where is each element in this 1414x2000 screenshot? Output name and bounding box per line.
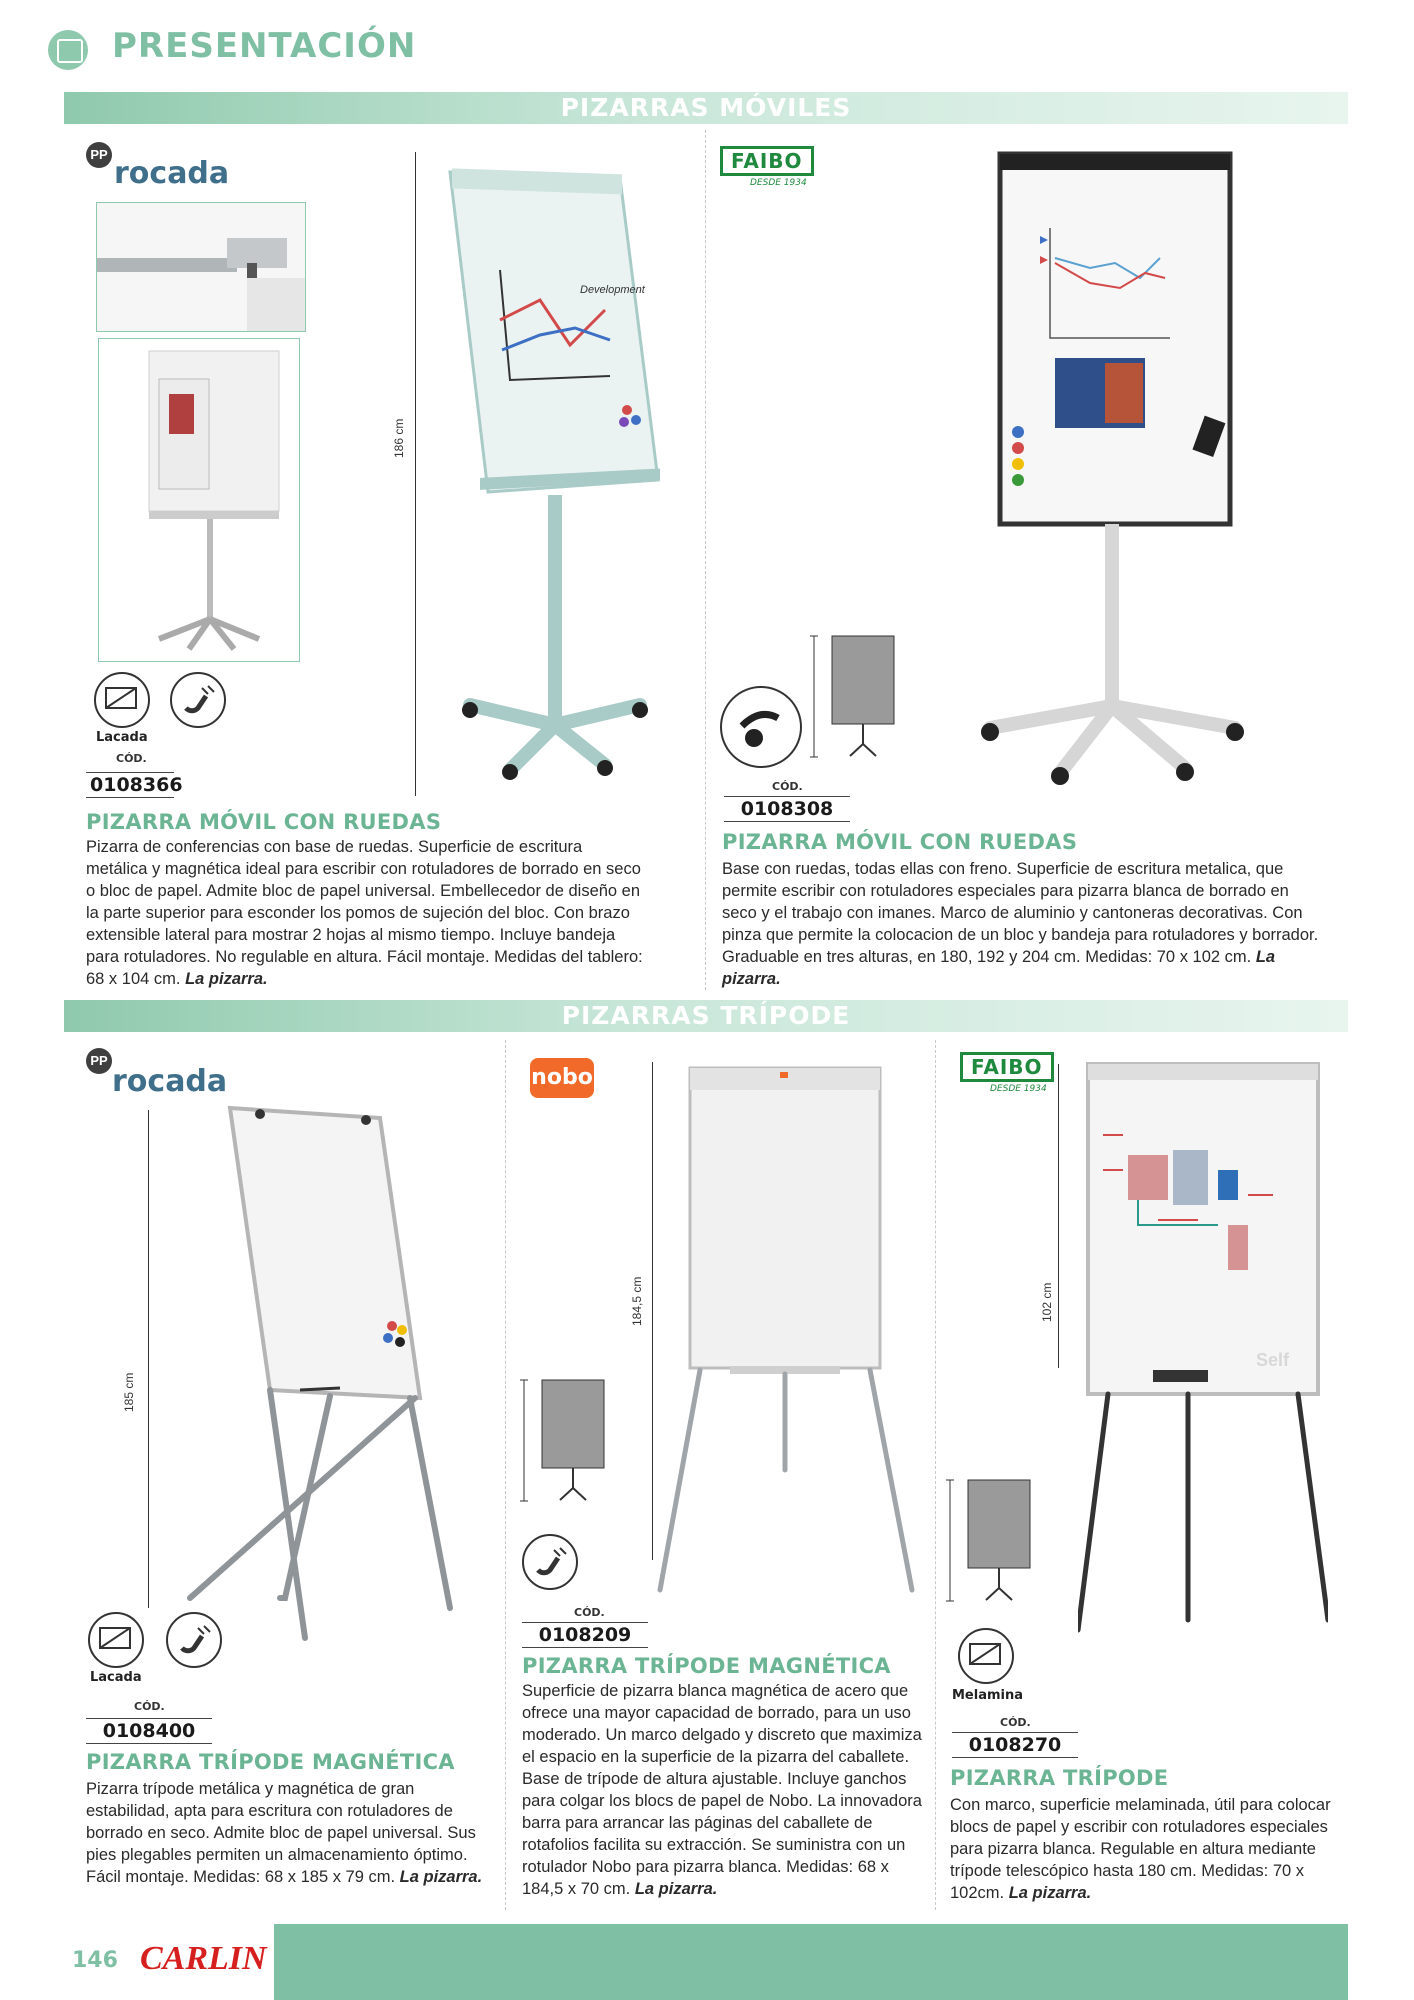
height-label: 185 cm [122, 1372, 136, 1412]
detail-photo [96, 202, 306, 332]
stand-label: Self [1256, 1350, 1290, 1370]
faibo-mark: FAIBO [720, 146, 814, 176]
page-number: 146 [72, 1948, 118, 1973]
brand-logo-nobo: nobo [530, 1058, 594, 1098]
wheel-brake-icon [720, 686, 802, 768]
section-icon [48, 30, 88, 70]
faibo-mark: FAIBO [960, 1052, 1054, 1082]
cod-label: CÓD. [116, 752, 147, 765]
cod-label: CÓD. [574, 1606, 605, 1619]
size-diagram-icon [946, 1476, 1036, 1606]
height-dimension-line [1058, 1064, 1059, 1368]
unit-text: La pizarra. [722, 948, 1276, 988]
column-divider [935, 1040, 936, 1910]
unit-text: La pizarra. [399, 1868, 483, 1886]
description-text: Pizarra de conferencias con base de ruedas. Superficie de escritura metálica y magnética ideal para escribir con rotuladores de borrado en seco o bloc de papel. Admite bloc de papel universal. Embellecedor de diseño en la parte superior para esconder los pomos de sujeción del bloc. Con brazo extensible lateral para mostrar 2 hojas al mismo tiempo. Incluye bandeja para rotuladores. No regulable en altura. Fácil montaje. Medidas del tablero: 68 x 104 cm. [86, 838, 643, 988]
cod-label: CÓD. [1000, 1716, 1031, 1729]
ppf-logo-icon: PP [86, 1048, 112, 1074]
unit-text: La pizarra. [634, 1880, 718, 1898]
size-diagram-icon [520, 1376, 610, 1506]
product-description [522, 1680, 922, 1900]
magnetic-icon [170, 672, 226, 728]
footer-brand-logo: CARLIN [140, 1940, 267, 1977]
finish-label: Lacada [96, 730, 148, 745]
lacquered-finish-icon [88, 1612, 144, 1668]
product-description [86, 836, 646, 990]
product-title: PIZARRA MÓVIL CON RUEDAS [722, 830, 1078, 854]
product-description [950, 1794, 1340, 1904]
magnetic-icon [166, 1612, 222, 1668]
lacquered-finish-icon [94, 672, 150, 728]
section-title: PIZARRAS TRÍPODE [561, 1001, 851, 1030]
cod-label: CÓD. [772, 780, 803, 793]
product-description [86, 1778, 486, 1888]
section-bar-mobile [64, 92, 1348, 124]
finish-label: Melamina [952, 1688, 1024, 1703]
product-code: 0108270 [952, 1732, 1078, 1758]
faibo-since: DESDE 1934 [990, 1084, 1047, 1094]
description-text: Superficie de pizarra blanca magnética de acero que ofrece una mayor capacidad de borrado, para un uso moderado. Un marco delgado y discreto que maximiza el espacio en la superficie de la pizarra del caballete. Base de trípode de altura ajustable. Incluye ganchos para colgar los blocs de papel de Nobo. La innovadora barra para arrancar las páginas del caballete de rotafolios facilita su extracción. Se suministra con un rotulador Nobo para pizarra blanca. Medidas: 68 x 184,5 x 70 cm. [522, 1682, 922, 1898]
ppf-logo-icon: PP [86, 142, 112, 168]
product-title: PIZARRA TRÍPODE MAGNÉTICA [522, 1654, 891, 1678]
unit-text: La pizarra. [185, 970, 268, 988]
column-divider [505, 1040, 506, 1910]
height-dimension-line [415, 152, 416, 796]
brand-logo-rocada: rocada [114, 156, 230, 191]
flipchart-illustration [440, 160, 680, 790]
product-code: 0108400 [86, 1718, 212, 1744]
section-title: PIZARRAS MÓVILES [560, 93, 852, 122]
height-label: 186 cm [392, 418, 406, 458]
description-text: Pizarra trípode metálica y magnética de gran estabilidad, apta para escritura con rotuladores de borrado en seco. Admite bloc de papel universal. Sus pies plegables permiten un almacenamiento óptimo. Fácil montaje. Medidas: 68 x 185 x 79 cm. [86, 1780, 476, 1886]
extended-arm-photo [98, 338, 300, 662]
product-code: 0108209 [522, 1622, 648, 1648]
melamine-finish-icon [958, 1628, 1014, 1684]
board-chart-caption: Development [580, 284, 645, 296]
cod-label: CÓD. [134, 1700, 165, 1713]
tripod-illustration [1078, 1060, 1328, 1640]
tripod-illustration [170, 1098, 460, 1643]
product-title: PIZARRA TRÍPODE [950, 1766, 1169, 1790]
faibo-since: DESDE 1934 [750, 178, 807, 188]
tripod-illustration [650, 1060, 920, 1600]
height-dimension-line [148, 1110, 149, 1608]
product-description [722, 858, 1322, 990]
height-label: 184,5 cm [630, 1276, 644, 1326]
height-label: 102 cm [1040, 1282, 1054, 1322]
flipchart-illustration [940, 148, 1270, 788]
brand-logo-rocada: rocada [112, 1064, 228, 1099]
brand-logo-faibo [960, 1052, 1054, 1094]
product-code: 0108308 [724, 796, 850, 822]
description-text: Con marco, superficie melaminada, útil para colocar blocs de papel y escribir con rotuladores especiales para pizarra blanca. Regulable en altura mediante trípode telescópico hasta 180 cm. Medidas: 70 x 102cm. [950, 1796, 1331, 1902]
brand-logo-faibo [720, 146, 814, 188]
description-text: Base con ruedas, todas ellas con freno. Superficie de escritura metalica, que permite escribir con rotuladores especiales para pizarra blanca de borrado en seco y el trabajo con imanes. Marco de aluminio y cantoneras decorativas. Con pinza que permite la colocacion de un bloc y bandeja para rotuladores y borrador. Graduable en tres alturas, en 180, 192 y 204 cm. Medidas: 70 x 102 cm. [722, 860, 1319, 966]
product-title: PIZARRA TRÍPODE MAGNÉTICA [86, 1750, 455, 1774]
magnetic-icon [522, 1534, 578, 1590]
column-divider [705, 130, 706, 990]
page-title: PRESENTACIÓN [112, 26, 417, 66]
product-code: 0108366 [86, 772, 174, 798]
product-title: PIZARRA MÓVIL CON RUEDAS [86, 810, 442, 834]
size-diagram-icon [810, 632, 900, 762]
unit-text: La pizarra. [1008, 1884, 1092, 1902]
section-bar-tripod [64, 1000, 1348, 1032]
finish-label: Lacada [90, 1670, 142, 1685]
